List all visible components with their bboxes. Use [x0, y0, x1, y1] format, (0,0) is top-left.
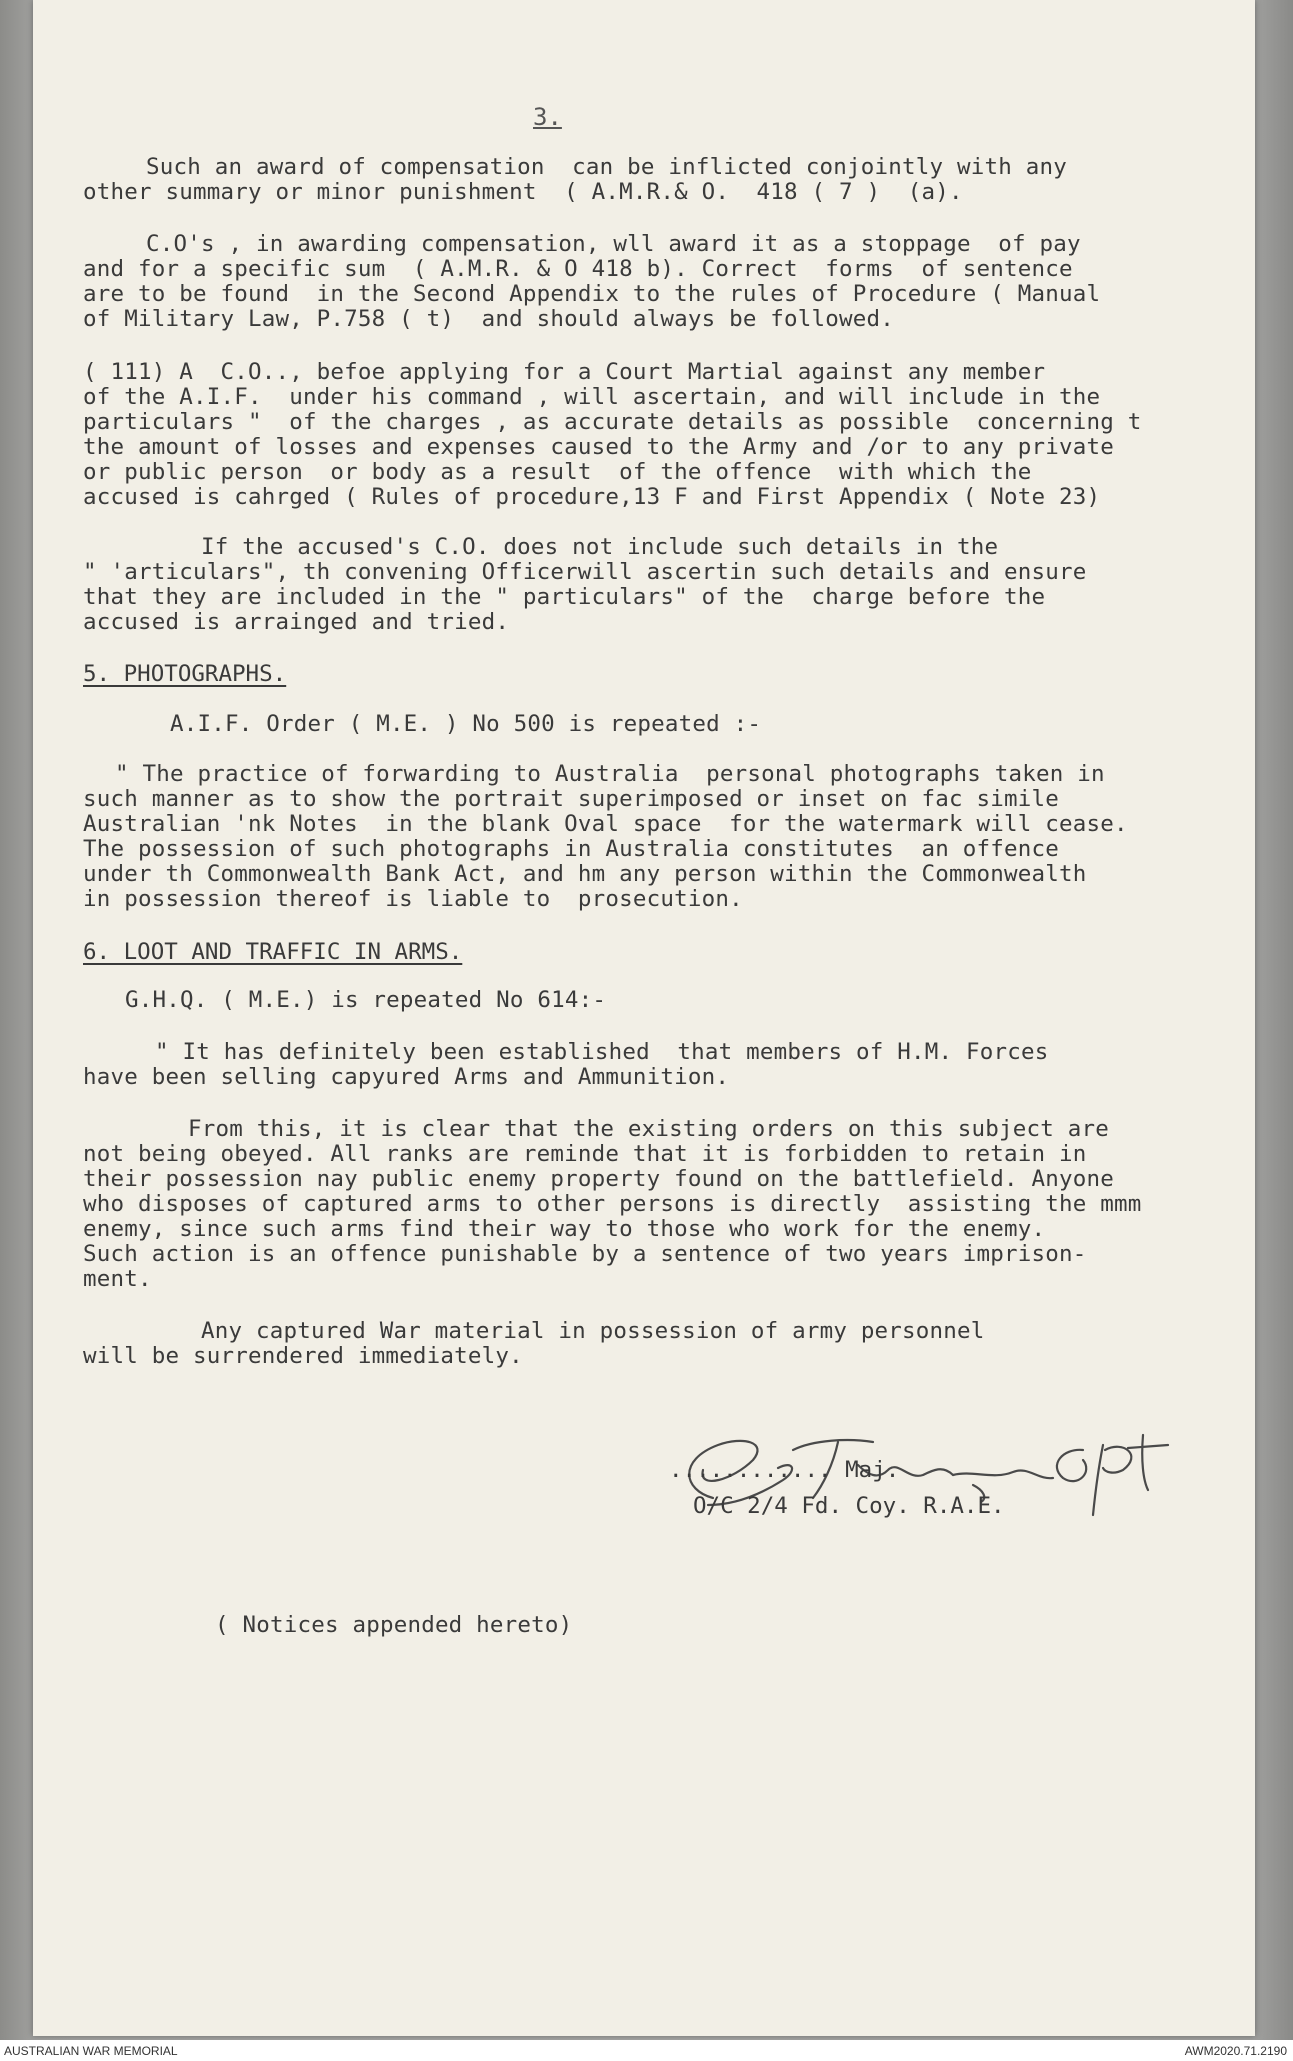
- text-line: Such an award of compensation can be inflicted conjointly with any: [146, 154, 1067, 180]
- text-line: in possession thereof is liable to prosecution.: [83, 886, 743, 912]
- text-line: From this, it is clear that the existing orders on this subject are: [188, 1116, 1109, 1142]
- text-line: Any captured War material in possession of army personnel: [201, 1318, 985, 1344]
- text-line: such manner as to show the portrait superimposed or inset on fac simile: [83, 786, 1059, 812]
- text-line: not being obeyed. All ranks are reminde that it is forbidden to retain in: [83, 1141, 1087, 1167]
- text-line: A.I.F. Order ( M.E. ) No 500 is repeated :-: [170, 711, 762, 737]
- section-heading-photographs: 5. PHOTOGRAPHS.: [83, 661, 287, 687]
- signature-rank-line: ............ Maj.: [669, 1457, 900, 1483]
- text-line: If the accused's C.O. does not include such details in the: [201, 534, 999, 560]
- page-number: 3.: [533, 103, 562, 131]
- text-line: Such action is an offence punishable by a sentence of two years imprison-: [83, 1241, 1087, 1267]
- text-line: are to be found in the Second Appendix to the rules of Procedure ( Manual: [83, 281, 1101, 307]
- text-line: " 'articulars", th convening Officerwill ascertin such details and ensure: [83, 559, 1087, 585]
- text-line: ( 111) A C.O.., befoe applying for a Court Martial against any member: [83, 359, 1046, 385]
- notice-line: ( Notices appended hereto): [215, 1612, 573, 1638]
- text-line: " The practice of forwarding to Australia personal photographs taken in: [115, 761, 1105, 787]
- section-heading-loot: 6. LOOT AND TRAFFIC IN ARMS.: [83, 939, 463, 965]
- text-line: who disposes of captured arms to other persons is directly assisting the mmm: [83, 1191, 1142, 1217]
- signature-unit-line: O/C 2/4 Fd. Coy. R.A.E.: [693, 1493, 1005, 1519]
- text-line: particulars " of the charges , as accurate details as possible concerning t: [83, 409, 1142, 435]
- text-line: The possession of such photographs in Australia constitutes an offence: [83, 836, 1059, 862]
- text-line: other summary or minor punishment ( A.M.R.& O. 418 ( 7 ) (a).: [83, 179, 963, 205]
- typed-page: [33, 0, 1255, 2036]
- text-line: enemy, since such arms find their way to those who work for the enemy.: [83, 1216, 1046, 1242]
- text-line: under th Commonwealth Bank Act, and hm any person within the Commonwealth: [83, 861, 1087, 887]
- text-line: of Military Law, P.758 ( t) and should always be followed.: [83, 306, 895, 332]
- text-line: or public person or body as a result of the offence with which the: [83, 459, 1032, 485]
- text-line: of the A.I.F. under his command , will ascertain, and will include in the: [83, 384, 1101, 410]
- text-line: " It has definitely been established that members of H.M. Forces: [155, 1039, 1049, 1065]
- footer-bar: [0, 2040, 1293, 2061]
- text-line: will be surrendered immediately.: [83, 1343, 523, 1369]
- text-line: G.H.Q. ( M.E.) is repeated No 614:-: [125, 987, 607, 1013]
- text-line: accused is cahrged ( Rules of procedure,13 F and First Appendix ( Note 23): [83, 484, 1101, 510]
- text-line: and for a specific sum ( A.M.R. & O 418 b). Correct forms of sentence: [83, 256, 1073, 282]
- footer-accession-id: AWM2020.71.2190: [1184, 2044, 1287, 2058]
- text-line: C.O's , in awarding compensation, wll award it as a stoppage of pay: [146, 231, 1081, 257]
- text-line: accused is arrainged and tried.: [83, 609, 510, 635]
- text-line: that they are included in the " particulars" of the charge before the: [83, 584, 1046, 610]
- text-line: ment.: [83, 1266, 152, 1292]
- footer-institution: AUSTRALIAN WAR MEMORIAL: [4, 2044, 178, 2058]
- text-line: Australian 'nk Notes in the blank Oval space for the watermark will cease.: [83, 811, 1128, 837]
- text-line: their possession nay public enemy property found on the battlefield. Anyone: [83, 1166, 1114, 1192]
- text-line: have been selling capyured Arms and Ammunition.: [83, 1064, 730, 1090]
- text-line: the amount of losses and expenses caused to the Army and /or to any private: [83, 434, 1114, 460]
